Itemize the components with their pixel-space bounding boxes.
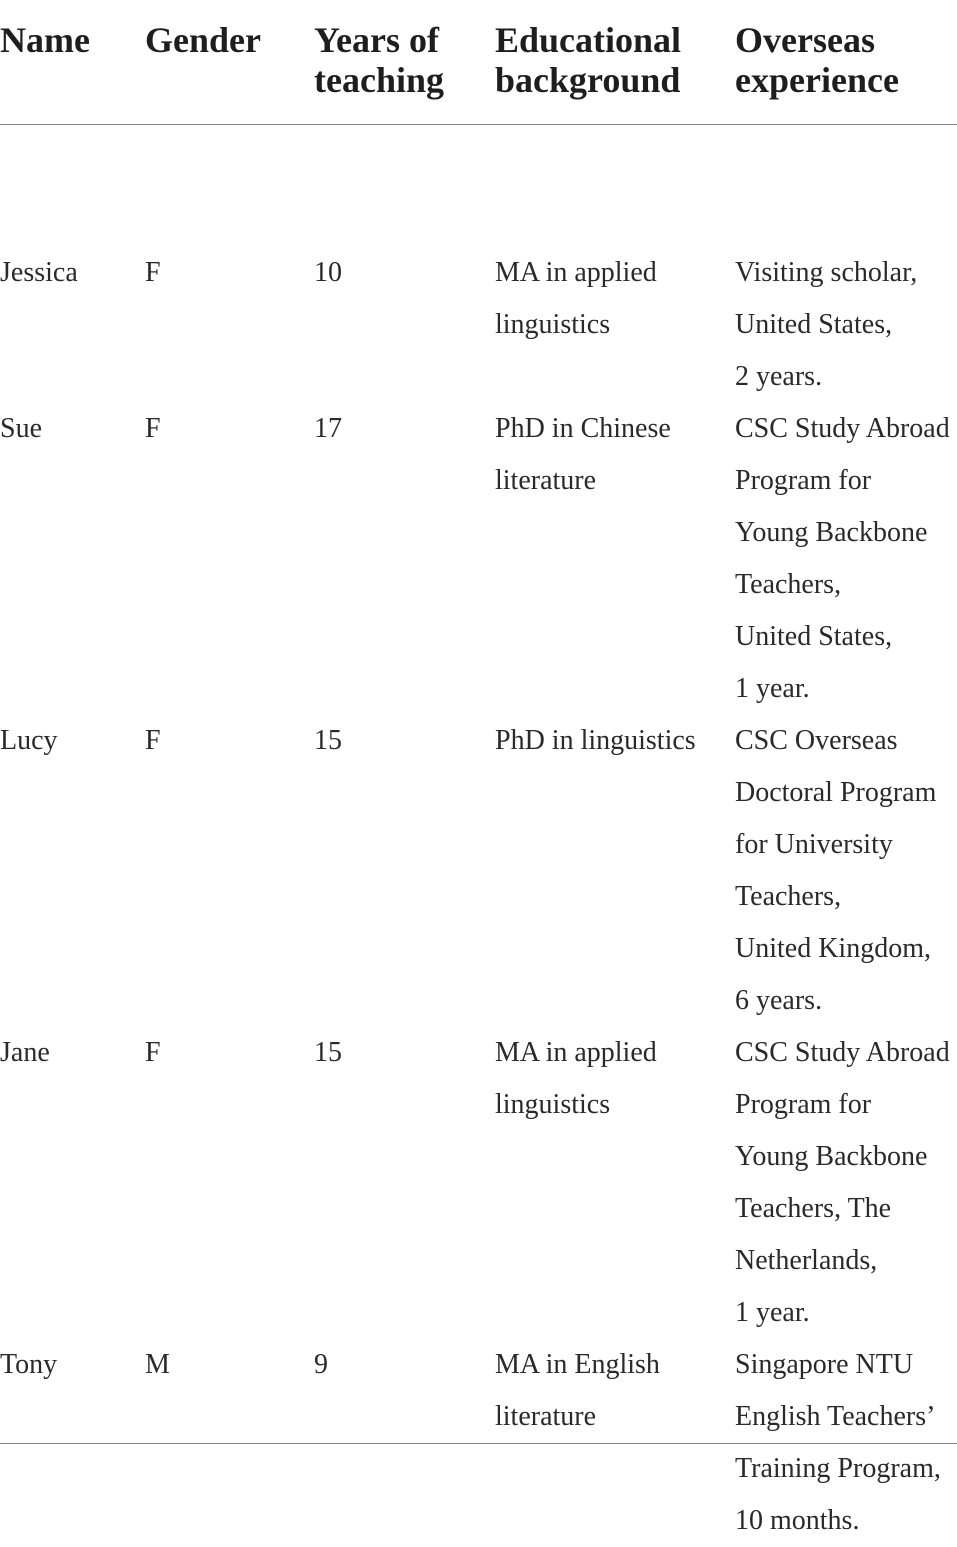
cell-name: Jane — [0, 1037, 50, 1068]
table-row — [0, 247, 957, 403]
header-years-of-teaching: Years of teaching — [314, 20, 444, 100]
table-row — [0, 1027, 957, 1339]
cell-years: 15 — [314, 725, 342, 756]
table-header — [0, 0, 957, 125]
cell-name: Lucy — [0, 725, 58, 756]
header-educational-background: Educational background — [495, 20, 682, 100]
cell-education: PhD in linguistics — [495, 725, 696, 756]
cell-name: Tony — [0, 1349, 58, 1380]
cell-overseas: CSC Study Abroad Program for Young Backbone Teachers, The Netherlands, 1 year. — [735, 1037, 950, 1328]
cell-gender: F — [145, 1037, 161, 1068]
cell-name: Jessica — [0, 257, 78, 288]
cell-overseas: Visiting scholar, United States, 2 years. — [735, 257, 918, 392]
header-overseas-experience: Overseas experience — [735, 20, 899, 100]
cell-overseas: CSC Overseas Doctoral Program for University Teachers, United Kingdom, 6 years. — [735, 725, 937, 1016]
cell-name: Sue — [0, 413, 42, 444]
cell-education: MA in applied linguistics — [495, 1037, 657, 1120]
cell-years: 17 — [314, 413, 342, 444]
cell-overseas: CSC Study Abroad Program for Young Backbone Teachers, United States, 1 year. — [735, 413, 950, 704]
cell-gender: F — [145, 725, 161, 756]
table-row — [0, 715, 957, 1027]
cell-gender: M — [145, 1349, 170, 1380]
cell-education: MA in applied linguistics — [495, 257, 657, 340]
cell-years: 15 — [314, 1037, 342, 1068]
table-bottom-rule — [0, 1443, 957, 1444]
header-gender: Gender — [145, 20, 261, 60]
cell-gender: F — [145, 257, 161, 288]
cell-overseas: Singapore NTU English Teachers’ Training Program, 10 months. — [735, 1349, 941, 1536]
header-name: Name — [0, 20, 90, 60]
table-row — [0, 403, 957, 715]
cell-years: 10 — [314, 257, 342, 288]
cell-education: PhD in Chinese literature — [495, 413, 671, 496]
cell-gender: F — [145, 413, 161, 444]
cell-education: MA in English literature — [495, 1349, 660, 1432]
cell-years: 9 — [314, 1349, 328, 1380]
